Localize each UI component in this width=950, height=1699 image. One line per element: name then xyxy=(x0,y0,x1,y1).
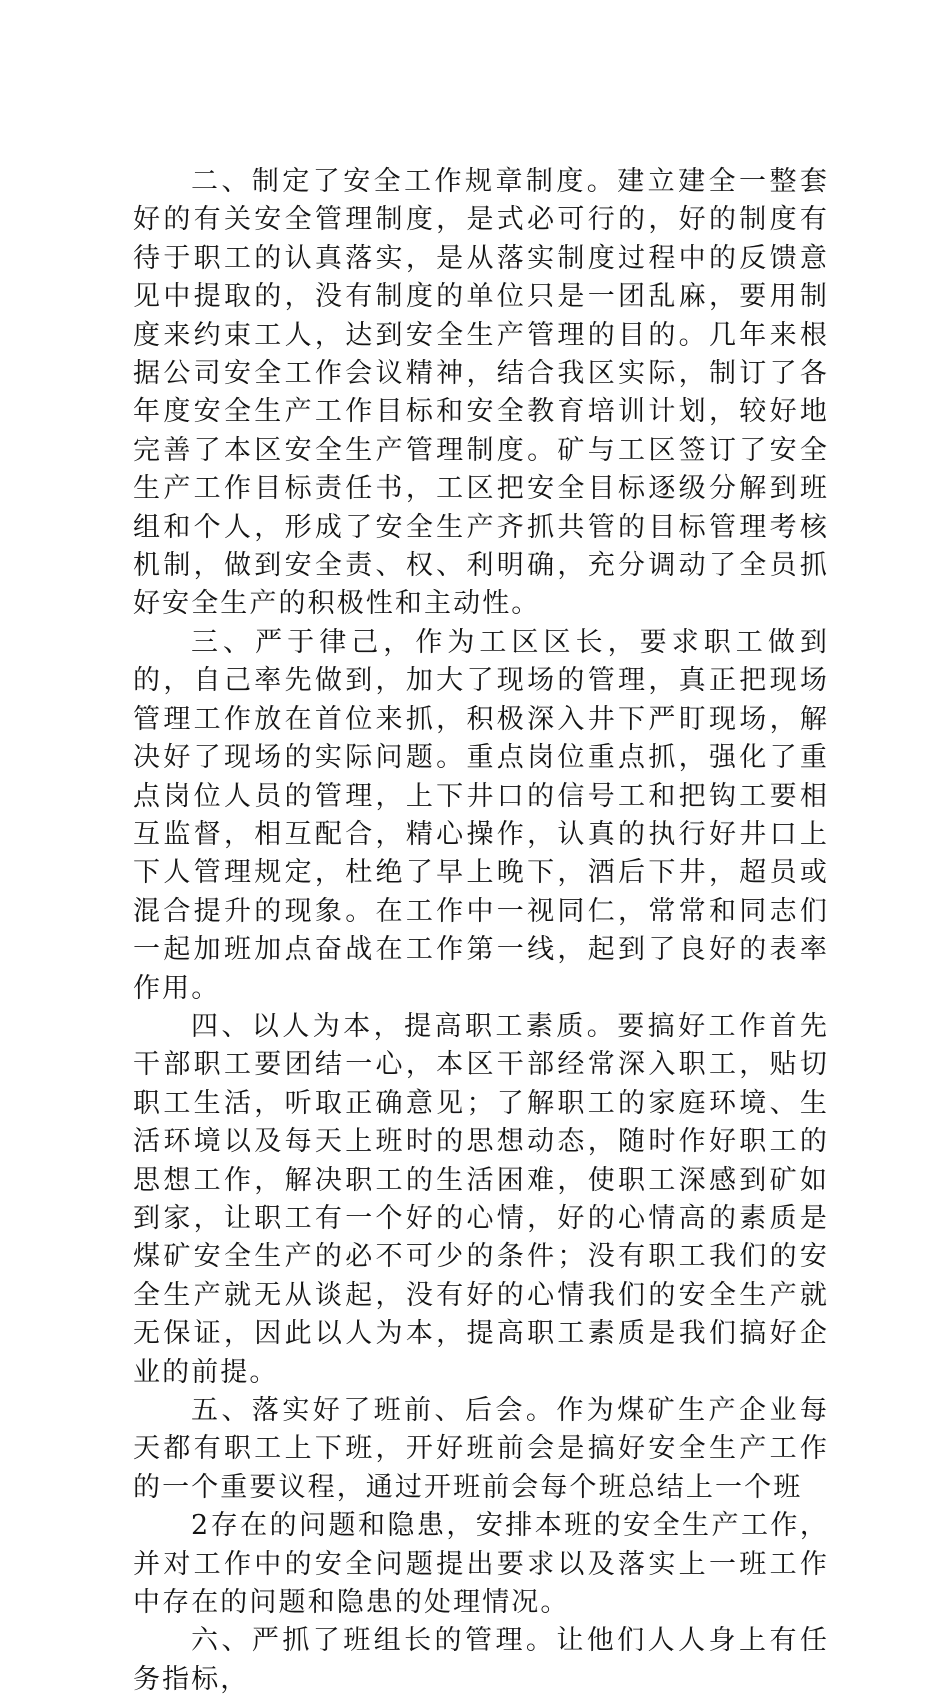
paragraph-3-self-discipline: 三、严于律己，作为工区区长，要求职工做到的，自己率先做到，加大了现场的管理，真正把现场管理工作放在首位来抓，积极深入井下严盯现场，解决好了现场的实际问题。重点岗位重点抓，强化了重点岗位人员的管理，上下井口的信号工和把钩工要相互监督，相互配合，精心操作，认真的执行好井口上下人管理规定，杜绝了早上晚下，酒后下井，超员或混合提升的现象。在工作中一视同仁，常常和同志们一起加班加点奋战在工作第一线，起到了良好的表率作用。 xyxy=(133,626,829,1004)
paragraph-4-people-oriented: 四、以人为本，提高职工素质。要搞好工作首先干部职工要团结一心，本区干部经常深入职工，贴切职工生活，听取正确意见；了解职工的家庭环境、生活环境以及每天上班时的思想动态，随时作好职工的思想工作，解决职工的生活困难，使职工深感到矿如到家，让职工有一个好的心情，好的心情高的素质是煤矿安全生产的必不可少的条件；没有职工我们的安全生产就无从谈起，没有好的心情我们的安全生产就无保证，因此以人为本，提高职工素质是我们搞好企业的前提。 xyxy=(133,1010,829,1388)
paragraph-2-safety-regulations: 二、制定了安全工作规章制度。建立建全一整套好的有关安全管理制度，是式必可行的，好的制度有待于职工的认真落实，是从落实制度过程中的反馈意见中提取的，没有制度的单位只是一团乱麻，要用制度来约束工人，达到安全生产管理的目的。几年来根据公司安全工作会议精神，结合我区实际，制订了各年度安全生产工作目标和安全教育培训计划，较好地完善了本区安全生产管理制度。矿与工区签订了安全生产工作目标责任书，工区把安全目标逐级分解到班组和个人，形成了安全生产齐抓共管的目标管理考核机制，做到安全责、权、利明确，充分调动了全员抓好安全生产的积极性和主动性。 xyxy=(133,166,829,620)
paragraph-5-shift-meetings: 五、落实好了班前、后会。作为煤矿生产企业每天都有职工上下班，开好班前会是搞好安全生产工作的一个重要议程，通过开班前会每个班总结上一个班 xyxy=(133,1395,829,1503)
paragraph-5-continued: 2存在的问题和隐患，安排本班的安全生产工作，并对工作中的安全问题提出要求以及落实上一班工作中存在的问题和隐患的处理情况。 xyxy=(133,1510,829,1619)
paragraph-6-team-leader-management: 六、严抓了班组长的管理。让他们人人身上有任务指标， xyxy=(133,1625,829,1695)
document-body xyxy=(133,163,829,1699)
